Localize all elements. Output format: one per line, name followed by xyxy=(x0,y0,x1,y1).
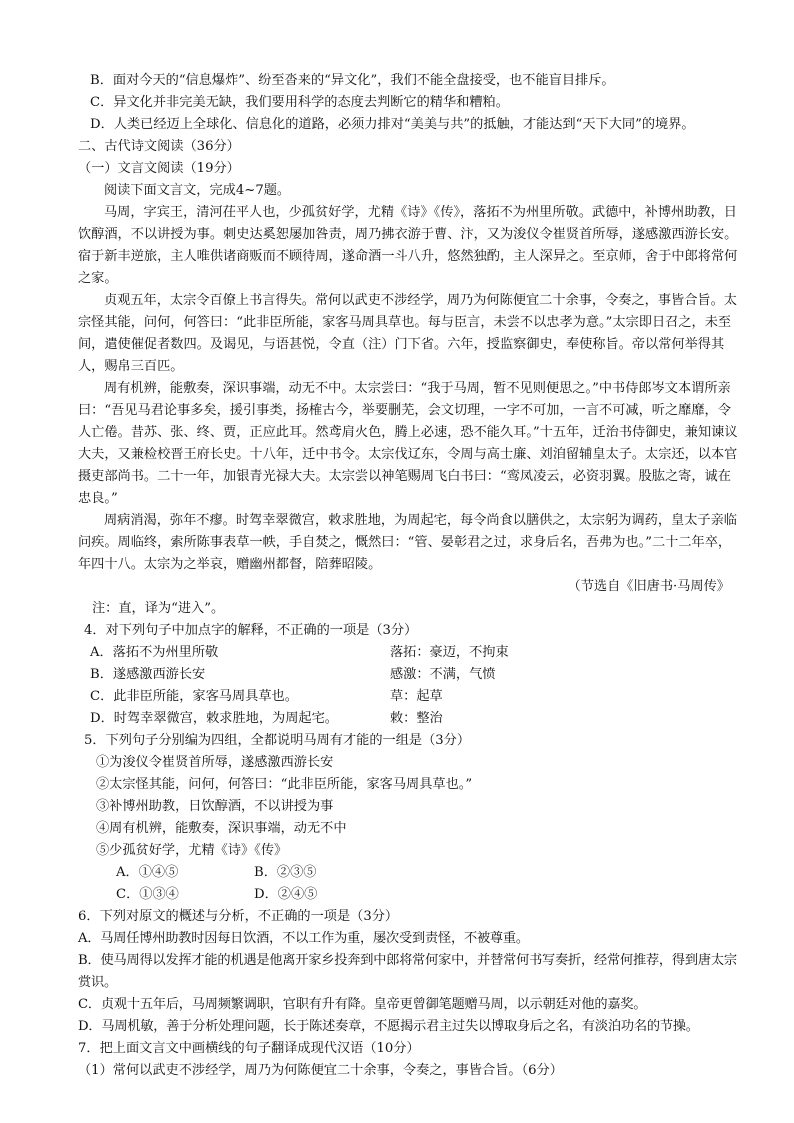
exam-page xyxy=(78,70,738,1082)
question-5-item-1: ①为浚仪令崔贤首所辱，遂感激西游长安 xyxy=(96,755,334,770)
passage-paragraph-1: 马周，字宾王，清河茌平人也，少孤贫好学，尤精《诗》《传》，落拓不为州里所敬。武德中，补博州助教，日饮醇酒，不以讲授为事。刺史达奚恕屡加咎责，周乃拂衣游于曹、汴，又为浚仪令崔贤首所辱，遂感激西游长安。宿于新丰逆旅，主人唯供诸商贩而不顾待周，遂命酒一斗八升，悠然独酌，主人深异之。至京师，舍于中郎将常何之家。 xyxy=(78,205,738,286)
question-4-option-d xyxy=(78,708,738,730)
passage-paragraph-3: 周有机辨，能敷奏，深识事端，动无不中。太宗尝曰：“我于马周，暂不见则便思之。”中书侍郎岑文本谓所亲曰：“吾见马君论事多矣，援引事类，扬榷古今，举要删芜，会文切理，一字不可加，一言不可减，听之靡靡，令人亡倦。昔苏、张、终、贾，正应此耳。然鸢肩火色，腾上必速，恐不能久耳。”十五年，迁治书侍御史，兼知谏议大夫，又兼检校晋王府长史。十八年，迁中书令。太宗伐辽东，令周与高士廉、刘洎留辅皇太子。太宗还，以本官摄吏部尚书。二十一年，加银青光禄大夫。太宗尝以神笔赐周飞白书曰：“鸾凤凌云，必资羽翼。股肱之寄，诚在忠良。” xyxy=(78,381,738,506)
option-sentence: A．落拓不为州里所敬 xyxy=(90,645,219,660)
choice-a: A．①④⑤ xyxy=(116,865,179,880)
subsection-heading: （一）文言文阅读（19分） xyxy=(78,161,240,176)
option-sentence: B．遂感激西游长安 xyxy=(90,667,206,682)
passage-note: 注：直，译为“进入”。 xyxy=(92,601,225,616)
choice-b: B．②③⑤ xyxy=(254,865,317,880)
question-4-option-b xyxy=(78,664,738,686)
option-explanation: 草：起草 xyxy=(390,689,443,704)
option-sentence: D．时驾幸翠微宫，敕求胜地，为周起宅。 xyxy=(90,711,338,726)
question-6-option-a: A．马周任博州助教时因每日饮酒，不以工作为重，屡次受到责怪，不被尊重。 xyxy=(78,931,529,946)
passage-paragraph-4: 周病消渴，弥年不瘳。时驾幸翠微宫，敕求胜地，为周起宅，每令尚食以膳供之，太宗躬为调药，皇太子亲临问疾。周临终，索所陈事表草一帙，手自焚之，慨然曰：“管、晏彰君之过，求身后名，吾弗为也。”二十二年卒，年四十八。太宗为之举哀，赠幽州都督，陪葬昭陵。 xyxy=(78,513,737,572)
option-sentence: C．此非臣所能，家客马周具草也。 xyxy=(90,689,298,704)
choice-d: D．②④⑤ xyxy=(254,887,318,902)
choice-c: C．①③④ xyxy=(116,887,179,902)
question-5-item-4: ④周有机辨，能敷奏，深识事端，动无不中 xyxy=(96,821,347,836)
question-5-stem: 5．下列句子分别编为四组，全都说明马周有才能的一组是（3分） xyxy=(84,733,471,748)
passage-source: （节选自《旧唐书·马周传》 xyxy=(567,579,730,594)
question-5-choices-row-1 xyxy=(78,862,738,884)
question-4-option-a xyxy=(78,642,738,664)
question-5-item-5: ⑤少孤贫好学，尤精《诗》《传》 xyxy=(96,843,288,858)
option-explanation: 落拓：豪迈，不拘束 xyxy=(390,645,509,660)
question-6-option-b: B．使马周得以发挥才能的机遇是他离开家乡投奔到中郎将常何家中，并替常何书写奏折，经常何推荐，得到唐太宗赏识。 xyxy=(78,953,737,990)
section-heading: 二、古代诗文阅读（36分） xyxy=(78,139,240,154)
question-7-sub-1: （1）常何以武吏不涉经学，周乃为何陈便宜二十余事，令奏之，事皆合旨。（6分） xyxy=(78,1063,563,1078)
question-4-stem: 4．对下列句子中加点字的解释，不正确的一项是（3分） xyxy=(84,623,418,638)
passage-paragraph-2: 贞观五年，太宗令百僚上书言得失。常何以武吏不涉经学，周乃为何陈便宜二十余事，令奏之，事皆合旨。太宗怪其能，问何，何答曰：“此非臣所能，家客马周具草也。每与臣言，未尝不以忠孝为意。”太宗即日召之，未至间，遣使催促者数四。及谒见，与语甚悦，令直（注）门下省。六年，授监察御史，奉使称旨。帝以常何举得其人，赐帛三百匹。 xyxy=(78,293,737,374)
option-explanation: 感激：不满，气愤 xyxy=(390,667,496,682)
question-5-item-2: ②太宗怪其能，问何，何答曰：“此非臣所能，家客马周具草也。” xyxy=(96,777,473,792)
instruction: 阅读下面文言文，完成4~7题。 xyxy=(104,183,291,198)
option-explanation: 敕：整治 xyxy=(390,711,443,726)
option-line-c: C．异文化并非完美无缺，我们要用科学的态度去判断它的精华和糟粕。 xyxy=(90,95,509,110)
question-6-option-d: D．马周机敏，善于分析处理问题，长于陈述奏章，不愿揭示君主过失以博取身后之名，有淡泊功名的节操。 xyxy=(78,1019,699,1034)
question-6-option-c: C．贞观十五年后，马周频繁调职，官职有升有降。皇帝更曾御笔题赠马周，以示朝廷对他的嘉奖。 xyxy=(78,997,647,1012)
question-4-option-c xyxy=(78,686,738,708)
question-5-item-3: ③补博州助教，日饮醇酒，不以讲授为事 xyxy=(96,799,334,814)
question-6-stem: 6．下列对原文的概述与分析，不正确的一项是（3分） xyxy=(78,909,399,924)
question-5-choices-row-2 xyxy=(78,884,738,906)
question-7-stem: 7．把上面文言文中画横线的句子翻译成现代汉语（10分） xyxy=(78,1041,420,1056)
option-line-b: B．面对今天的“信息爆炸”、纷至沓来的“异文化”，我们不能全盘接受，也不能盲目排斥。 xyxy=(90,73,615,88)
option-line-d: D．人类已经迈上全球化、信息化的道路，必须力排对“美美与共”的抵触，才能达到“天下大同”的境界。 xyxy=(90,117,695,132)
